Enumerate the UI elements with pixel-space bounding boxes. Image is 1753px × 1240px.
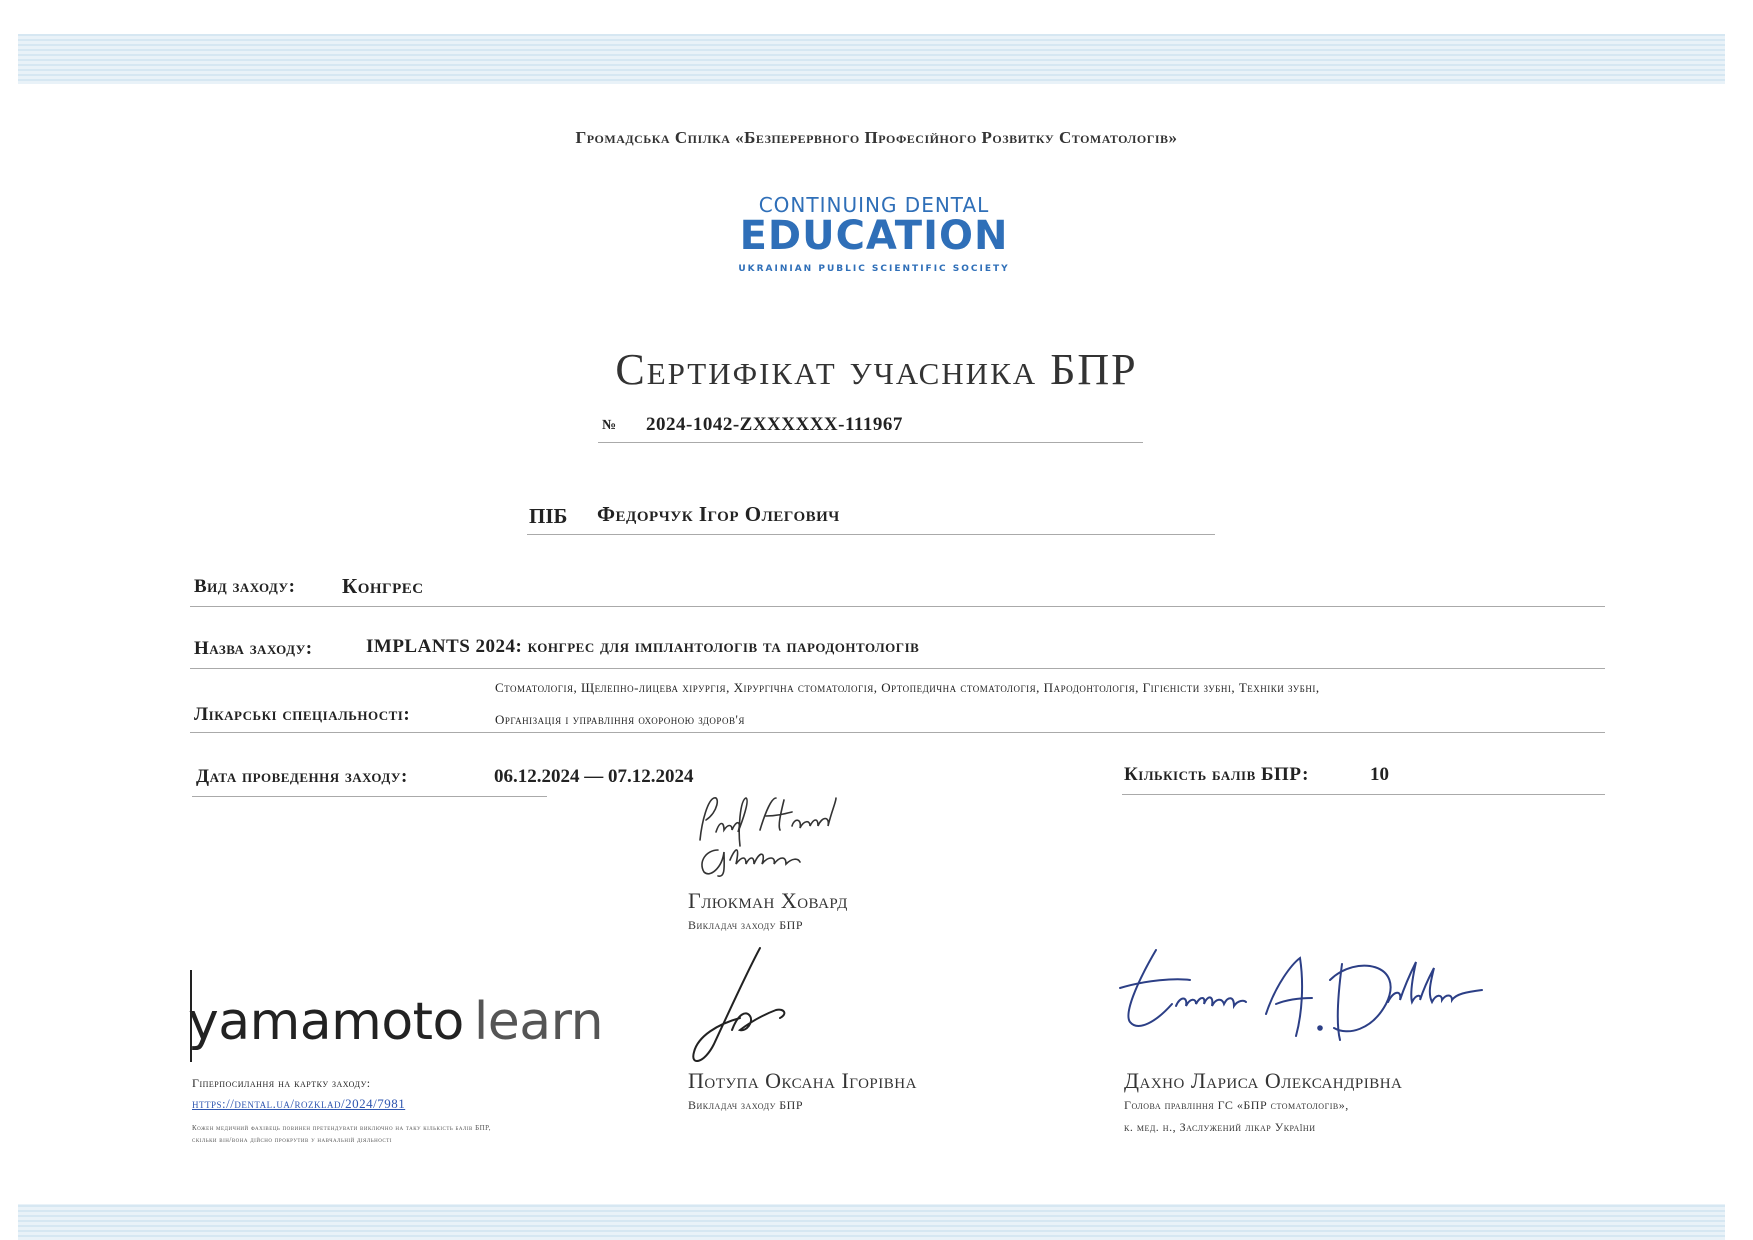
certificate-number-row — [598, 412, 1143, 443]
event-name-label: Назва заходу: — [194, 638, 313, 659]
signature-glukman — [680, 790, 850, 880]
event-type-value: Конгрес — [342, 574, 424, 598]
specialties-label: Лікарські спеціальності: — [194, 704, 411, 725]
yamamoto-learn-logo — [188, 992, 603, 1052]
brand-suffix: learn — [473, 992, 604, 1052]
event-date-row — [192, 760, 694, 797]
points-value: 10 — [1370, 764, 1389, 785]
signatory-1-role: Викладач заходу БПР — [688, 918, 804, 932]
continuing-dental-education-logo — [724, 194, 1024, 274]
signature-potupa — [684, 944, 794, 1068]
event-type-row — [190, 566, 1605, 607]
event-date-label: Дата проведення заходу: — [196, 766, 408, 787]
event-name-row — [190, 628, 1605, 669]
event-date-value: 06.12.2024 — 07.12.2024 — [494, 766, 694, 787]
specialties-row — [190, 676, 1605, 733]
logo-line-3: UKRAINIAN PUBLIC SCIENTIFIC SOCIETY — [738, 264, 1010, 274]
hyperlink-label: Гіперпосилання на картку заходу: — [192, 1076, 371, 1090]
logo-line-2: EDUCATION — [739, 213, 1009, 259]
brand-name: yamamoto — [188, 992, 464, 1052]
signatory-3-role-line-2: к. мед. н., Заслужений лікар України — [1124, 1120, 1316, 1134]
participant-name: Федорчук Ігор Олегович — [597, 502, 840, 526]
bottom-decorative-band — [18, 1204, 1725, 1240]
logo-line-1: CONTINUING DENTAL — [758, 193, 990, 217]
signature-dakhno — [1116, 944, 1486, 1044]
certificate-number: 2024-1042-ZXXXXXX-111967 — [646, 414, 903, 435]
certificate-title: Сертифікат учасника БПР — [615, 345, 1138, 394]
event-name-value: IMPLANTS 2024: конгрес для імплантологів та пародонтологів — [366, 636, 920, 657]
specialties-line-1: Стоматологія, Щелепно-лицева хірургія, Хірургічна стоматологія, Ортопедична стоматологія, Пародонтологія, Гігієністи зубні, Техніки зубні, — [495, 680, 1320, 695]
footnote-text: Кожен медичний фахівець повинен претендувати виключно на таку кількість балів БПР, скільки він/вона дійсно прокрутив у навчальній діяльності — [192, 1124, 491, 1144]
signatory-1-name: Глюкман Ховард — [688, 888, 848, 913]
organization-header: Громадська Спілка «Безперервного Професійного Розвитку Стоматологів» — [575, 128, 1178, 147]
signatory-3-role-line-1: Голова правління ГС «БПР стоматологів», — [1124, 1098, 1349, 1112]
participant-label: ПІБ — [529, 504, 568, 528]
signatory-3-name: Дахно Лариса Олександрівна — [1124, 1068, 1403, 1093]
specialties-line-2: Організація і управління охороною здоров'я — [495, 712, 745, 727]
event-hyperlink[interactable]: https://dental.ua/rozklad/2024/7981 — [192, 1096, 406, 1111]
certificate-number-label: № — [602, 418, 617, 433]
points-label: Кількість балів БПР: — [1124, 764, 1309, 785]
participant-row — [527, 498, 1215, 535]
points-row — [1122, 760, 1605, 795]
signatory-2-role: Викладач заходу БПР — [688, 1098, 804, 1112]
signatory-2-name: Потупа Оксана Ігорівна — [688, 1068, 917, 1093]
event-type-label: Вид заходу: — [194, 576, 296, 597]
top-decorative-band — [18, 34, 1725, 84]
